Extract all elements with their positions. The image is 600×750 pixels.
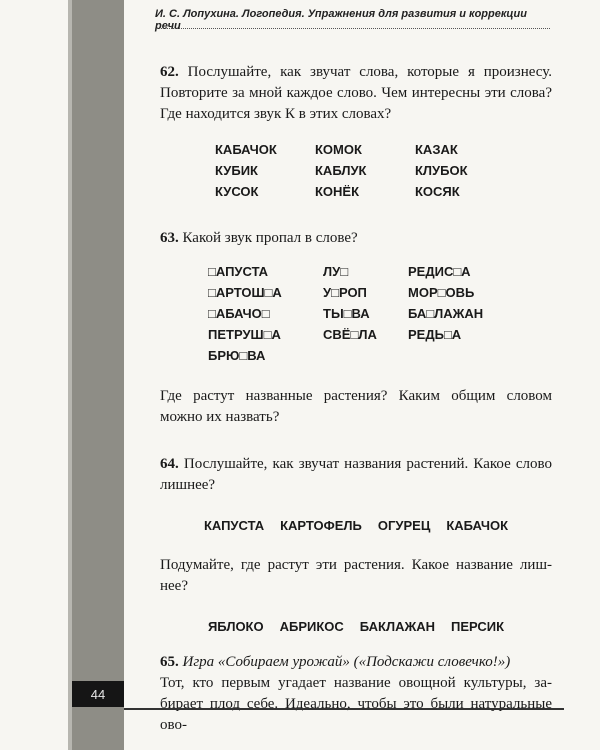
exercise-65-title: [160, 652, 552, 673]
exercise-64-question: Подумайте, где растут эти растения. Какое название лишнее?: [160, 557, 552, 594]
header-divider: [155, 28, 550, 29]
word-item: КАЗАК: [415, 142, 458, 157]
exercise-63-word-grid: [208, 261, 552, 366]
page-margin-strip: [72, 0, 124, 750]
gap-word-item: У□РОП: [323, 285, 367, 300]
word-item: КАРТОФЕЛЬ: [280, 518, 362, 533]
exercise-64-number: 64.: [160, 456, 179, 472]
word-item: АБРИКОС: [279, 619, 344, 634]
word-item: ЯБЛОКО: [207, 619, 264, 634]
word-item: КЛУБОК: [415, 163, 468, 178]
word-item: КОСЯК: [415, 184, 460, 199]
gap-word-item: БРЮ□ВА: [208, 348, 266, 363]
word-item: ПЕРСИК: [451, 619, 505, 634]
exercise-65-number: 65.: [160, 654, 179, 670]
word-item: КУСОК: [215, 184, 259, 199]
page-content: [160, 62, 552, 736]
exercise-64-words-fruits: [160, 619, 552, 634]
word-item: КАБАЧОК: [215, 142, 277, 157]
word-item: БАКЛАЖАН: [359, 619, 436, 634]
footer-divider: [124, 708, 564, 710]
word-item: КОНЁК: [315, 184, 360, 199]
gap-word-item: РЕДИС□А: [408, 264, 471, 279]
page-number: 44: [72, 681, 124, 707]
exercise-63-text: [160, 228, 552, 249]
gap-word-item: ПЕТРУШ□А: [208, 327, 281, 342]
gap-word-item: СВЁ□ЛА: [323, 327, 377, 342]
exercise-65-heading: Игра «Собираем урожай» («Подскажи словечко!»): [178, 654, 511, 670]
running-header: И. С. Лопухина. Логопедия. Упражнения для развития и коррекции речи: [155, 8, 527, 32]
gap-word-item: ТЫ□ВА: [323, 306, 370, 321]
gap-word-item: МОР□ОВЬ: [408, 285, 475, 300]
exercise-64-text: [160, 454, 552, 496]
word-item: КОМОК: [315, 142, 362, 157]
exercise-63-question: Где растут названные растения? Каким общим словом можно их назвать?: [160, 388, 552, 425]
word-item: КАБАЧОК: [446, 518, 509, 533]
exercise-63-number: 63.: [160, 230, 179, 246]
gap-word-item: РЕДЬ□А: [408, 327, 462, 342]
word-item: КУБИК: [215, 163, 258, 178]
gap-word-item: БА□ЛАЖАН: [408, 306, 484, 321]
gap-word-item: □АПУСТА: [208, 264, 269, 279]
exercise-64-words-vegetables: [160, 518, 552, 533]
exercise-62-body: Послушайте, как звучат слова, которые я произнесу. Повторите за мной каждое слово. Чем интересны эти слова? Где находится звук К в этих словах?: [160, 64, 552, 122]
gap-word-item: □АРТОШ□А: [208, 285, 282, 300]
word-item: ОГУРЕЦ: [377, 518, 431, 533]
exercise-62-number: 62.: [160, 64, 179, 80]
word-item: КАБЛУК: [315, 163, 367, 178]
exercise-62-word-grid: [215, 139, 552, 202]
exercise-64-body: Послушайте, как звучат названия растений. Какое слово лишнее?: [160, 456, 552, 493]
gap-word-item: □АБАЧО□: [208, 306, 270, 321]
exercise-63-body: Какой звук пропал в слове?: [178, 230, 358, 246]
gap-word-item: ЛУ□: [323, 264, 349, 279]
word-item: КАПУСТА: [203, 518, 265, 533]
exercise-65-body: Тот, кто первым угадает название овощной культуры, забирает плод себе. Идеально, чтобы это были натуральные ово-: [160, 675, 552, 733]
exercise-62-text: [160, 62, 552, 125]
